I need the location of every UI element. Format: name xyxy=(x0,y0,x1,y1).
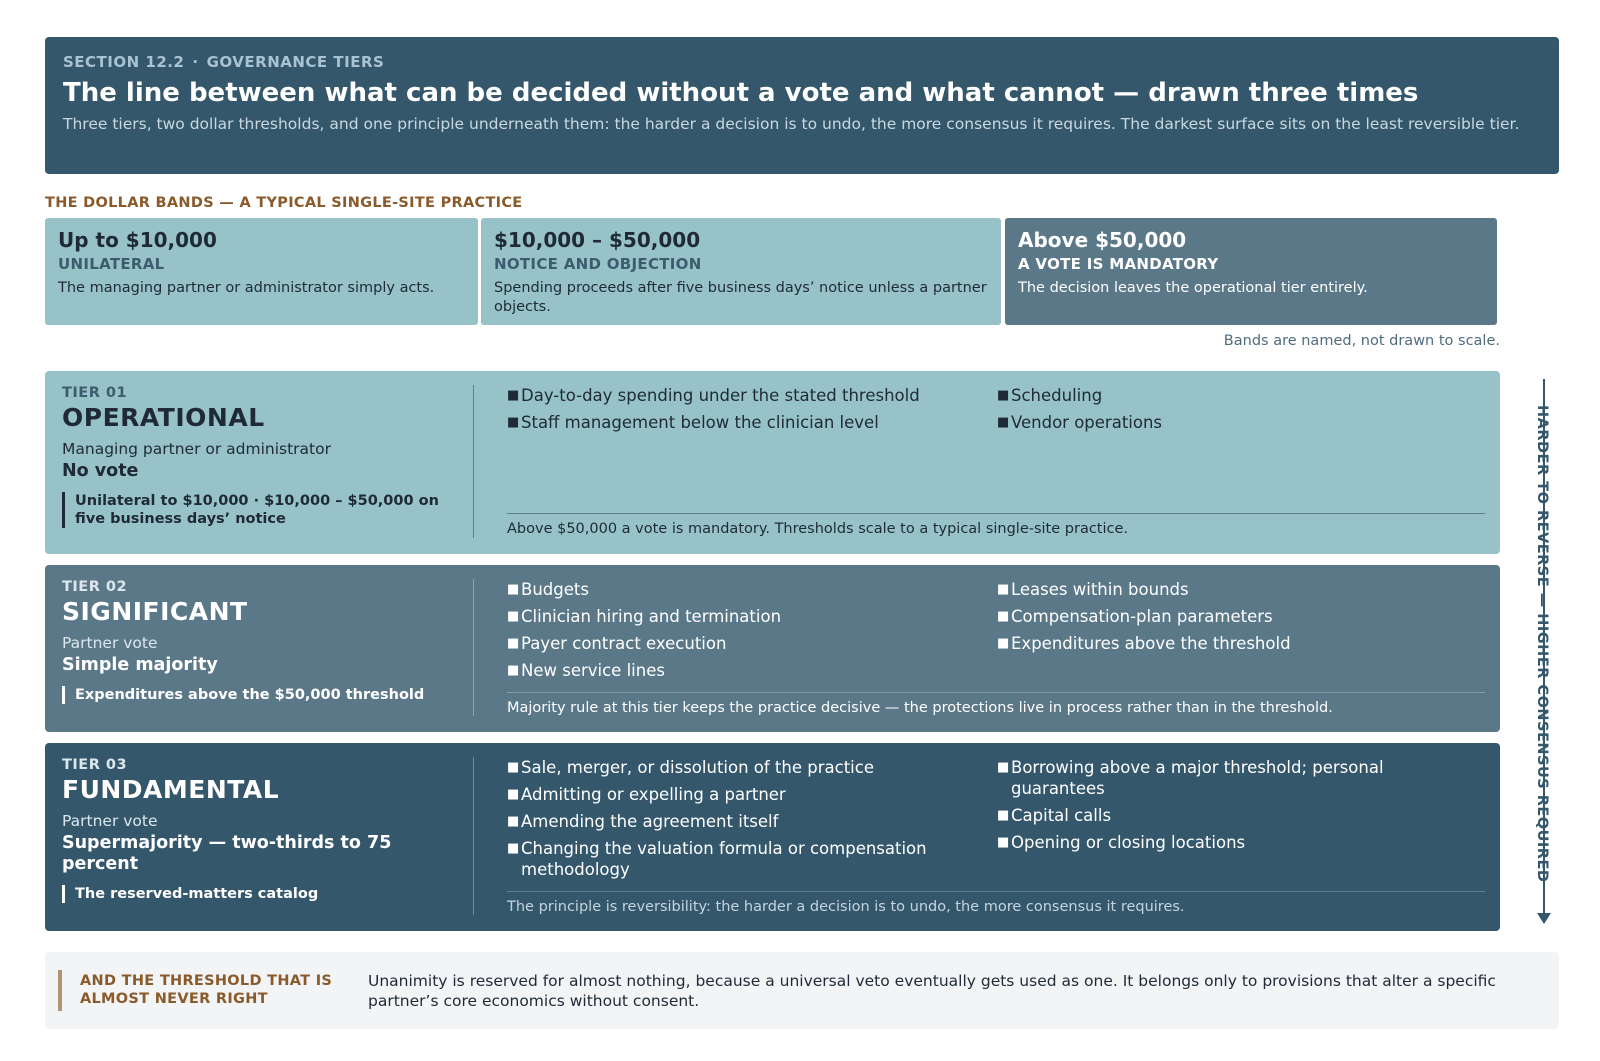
list-item xyxy=(997,385,1477,406)
list-item xyxy=(507,412,997,433)
list-item-text: Budgets xyxy=(521,580,589,599)
tier-number: TIER 02 xyxy=(62,579,128,595)
tier-footnote: Majority rule at this tier keeps the practice decisive — the protections live in process rather than in the threshold. xyxy=(507,692,1485,716)
list-item xyxy=(997,805,1477,826)
list-item xyxy=(507,633,997,654)
tier-items-right xyxy=(997,757,1477,886)
bullet-icon: ■ xyxy=(997,636,1010,651)
list-item-text: New service lines xyxy=(521,661,665,680)
tier-summary xyxy=(62,385,462,528)
bullet-icon: ■ xyxy=(997,808,1010,823)
list-item-text: Changing the valuation formula or compensation methodology xyxy=(521,839,927,879)
tier-footnote: The principle is reversibility: the harder a decision is to undo, the more consensus it requires. xyxy=(507,891,1485,915)
tier-items-left xyxy=(507,757,997,886)
list-item-text: Opening or closing locations xyxy=(1011,833,1246,852)
list-item-text: Payer contract execution xyxy=(521,634,727,653)
tier-items-right xyxy=(997,579,1477,687)
band-unilateral xyxy=(45,218,478,325)
band-amount: Above $50,000 xyxy=(1018,228,1187,252)
tier-items-right xyxy=(997,385,1477,439)
section-number: SECTION 12.2 xyxy=(63,53,185,71)
tier-number: TIER 03 xyxy=(62,757,128,773)
bullet-icon: ■ xyxy=(507,814,520,829)
band-amount: Up to $10,000 xyxy=(58,228,217,252)
unanimity-note xyxy=(45,952,1559,1029)
band-label: NOTICE AND OBJECTION xyxy=(494,255,702,273)
bullet-icon: ■ xyxy=(507,787,520,802)
bullet-icon: ■ xyxy=(507,388,520,403)
tier-callout: Expenditures above the $50,000 threshold xyxy=(62,686,462,704)
tier-items xyxy=(507,579,1477,687)
bullet-icon: ■ xyxy=(997,760,1010,775)
list-item xyxy=(507,838,997,880)
bullet-icon: ■ xyxy=(507,841,520,856)
note-text: Unanimity is reserved for almost nothing, because a universal veto eventually gets used as one. It belongs only to provisions that alter a specific partner’s core economics without consent. xyxy=(368,972,1496,1010)
band-label: UNILATERAL xyxy=(58,255,165,273)
axis-label-text: HARDER TO REVERSE — HIGHER CONSENSUS REQUIRED xyxy=(1534,405,1550,883)
bullet-icon: ■ xyxy=(507,663,520,678)
tier-items xyxy=(507,757,1477,886)
list-item-text: Borrowing above a major threshold; personal guarantees xyxy=(1011,758,1384,798)
band-amount: $10,000 – $50,000 xyxy=(494,228,701,252)
list-item xyxy=(997,757,1477,799)
tier-rule: Simple majority xyxy=(62,655,218,675)
axis-label xyxy=(1530,405,1550,905)
tier-name: OPERATIONAL xyxy=(62,403,265,432)
bullet-icon: ■ xyxy=(507,636,520,651)
list-item xyxy=(507,579,997,600)
band-description: The managing partner or administrator simply acts. xyxy=(58,280,435,296)
list-item xyxy=(507,757,997,778)
list-item-text: Expenditures above the threshold xyxy=(1011,634,1291,653)
section-kicker xyxy=(63,53,1541,71)
tier-rule: No vote xyxy=(62,461,139,481)
tier-summary xyxy=(62,757,462,903)
list-item-text: Scheduling xyxy=(1011,386,1103,405)
list-item xyxy=(997,412,1477,433)
note-accent-bar xyxy=(58,970,62,1011)
tier-number: TIER 01 xyxy=(62,385,128,401)
list-item-text: Sale, merger, or dissolution of the practice xyxy=(521,758,874,777)
list-item xyxy=(997,633,1477,654)
band-notice-and-objection xyxy=(481,218,1001,325)
tier-name: FUNDAMENTAL xyxy=(62,775,280,804)
bullet-icon: ■ xyxy=(997,415,1010,430)
tier-divider xyxy=(473,385,474,538)
list-item-text: Clinician hiring and termination xyxy=(521,607,782,626)
tier-callout: The reserved-matters catalog xyxy=(62,885,462,903)
list-item xyxy=(997,579,1477,600)
tier-divider xyxy=(473,579,474,716)
bullet-icon: ■ xyxy=(997,388,1010,403)
tier-items-left xyxy=(507,579,997,687)
page-subtitle: Three tiers, two dollar thresholds, and one principle underneath them: the harder a decision is to undo, the more consensus it requires. The darkest surface sits on the least reversible tier. xyxy=(63,115,1520,133)
list-item-text: Capital calls xyxy=(1011,806,1112,825)
bands-title: THE DOLLAR BANDS — A TYPICAL SINGLE-SITE PRACTICE xyxy=(45,195,523,211)
tier-items xyxy=(507,385,1477,439)
band-vote-mandatory xyxy=(1005,218,1497,325)
section-header xyxy=(45,37,1559,174)
list-item-text: Leases within bounds xyxy=(1011,580,1189,599)
bullet-icon: ■ xyxy=(997,609,1010,624)
band-description: The decision leaves the operational tier entirely. xyxy=(1018,280,1368,296)
bullet-icon: ■ xyxy=(507,609,520,624)
tier-fundamental xyxy=(45,743,1500,931)
list-item-text: Vendor operations xyxy=(1011,413,1163,432)
bullet-icon: ■ xyxy=(997,582,1010,597)
tier-divider xyxy=(473,757,474,915)
list-item xyxy=(507,660,997,681)
list-item xyxy=(507,811,997,832)
tier-significant xyxy=(45,565,1500,732)
tier-authority: Managing partner or administrator xyxy=(62,440,331,458)
tier-operational xyxy=(45,371,1500,554)
bullet-icon: ■ xyxy=(507,415,520,430)
tier-items-left xyxy=(507,385,997,439)
section-category: GOVERNANCE TIERS xyxy=(206,53,385,71)
page-title: The line between what can be decided without a vote and what cannot — drawn three times xyxy=(63,78,1419,108)
bullet-icon: ■ xyxy=(507,760,520,775)
list-item xyxy=(507,784,997,805)
tier-rule: Supermajority — two-thirds to 75 percent xyxy=(62,833,392,874)
list-item-text: Amending the agreement itself xyxy=(521,812,779,831)
list-item xyxy=(997,832,1477,853)
arrow-down-icon xyxy=(1537,913,1551,924)
band-label: A VOTE IS MANDATORY xyxy=(1018,255,1219,273)
band-description: Spending proceeds after five business days’ notice unless a partner objects. xyxy=(494,280,987,315)
list-item-text: Staff management below the clinician level xyxy=(521,413,879,432)
note-title: AND THE THRESHOLD THAT IS ALMOST NEVER RIGHT xyxy=(80,973,333,1007)
tier-footnote: Above $50,000 a vote is mandatory. Thresholds scale to a typical single-site practice. xyxy=(507,513,1485,537)
tier-callout: Unilateral to $10,000 · $10,000 – $50,000 on five business days’ notice xyxy=(62,492,462,528)
bullet-icon: ■ xyxy=(507,582,520,597)
list-item-text: Compensation-plan parameters xyxy=(1011,607,1273,626)
list-item xyxy=(507,385,997,406)
bullet-icon: ■ xyxy=(997,835,1010,850)
bands-note: Bands are named, not drawn to scale. xyxy=(1223,333,1500,349)
tier-authority: Partner vote xyxy=(62,634,158,652)
list-item xyxy=(507,606,997,627)
list-item xyxy=(997,606,1477,627)
tier-name: SIGNIFICANT xyxy=(62,597,248,626)
kicker-separator: · xyxy=(192,53,199,71)
tier-summary xyxy=(62,579,462,704)
list-item-text: Admitting or expelling a partner xyxy=(521,785,786,804)
list-item-text: Day-to-day spending under the stated threshold xyxy=(521,386,920,405)
tier-authority: Partner vote xyxy=(62,812,158,830)
